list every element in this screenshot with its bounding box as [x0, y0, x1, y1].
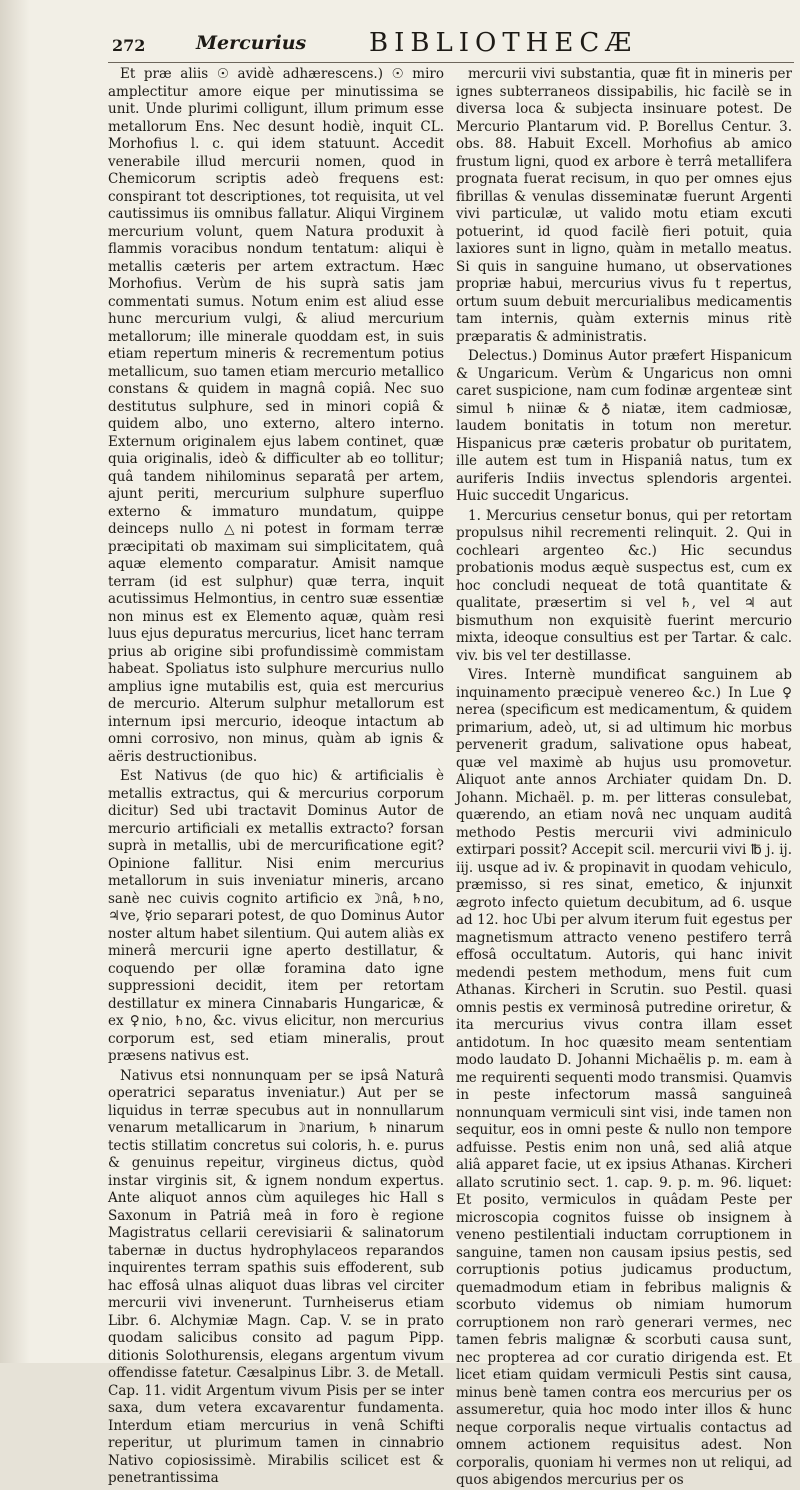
paragraph: mercurii vivi substantia, quæ fit in mineris per ignes subterraneos dissipabilis, hic facilè se in diversa loca & subjecta insinuare potest. De Mercurio Plantarum vid. P. Borellus Centur. 3. obs. 88. Habuit Excell. Morhofius ab amico frustum ligni, quod ex arbore è terrâ metallifera prognata fuerat recisum, in quo per omnes ejus fibrillas & venulas disseminatæ fuerunt Argenti vivi particulæ, ut valido motu etiam excuti potuerint, id quod facilè fieri potuit, quia laxiores sunt in ligno, quàm in metallo meatus. Si quis in sanguine humano, ut observationes propriæ habui, mercurius vivus fu t repertus, ortum suum debuit mercurialibus medicamentis tam internis, quàm externis minus ritè præparatis & administratis. — [456, 66, 792, 345]
header-rule — [108, 62, 794, 63]
paragraph: Et præ aliis ☉ avidè adhærescens.) ☉ miro amplectitur amore eique per minutissima se unit. Unde plurimi colligunt, illum primum esse metallorum Ens. Nec desunt hodiè, inquit CL. Morhofius l. c. qui idem statuunt. Accedit venerabile illud mercurii nomen, quod in Chemicorum scriptis adeò frequens est: conspirant tot descriptiones, tot requisita, ut vel cautissimus iis omnibus fallatur. Aliqui Virginem mercurium volunt, quem Natura produxit à flammis voracibus nondum tentatum: aliqui è metallis cæteris per artem extractum. Hæc Morhofius. Verùm de his suprà satis jam commentati sumus. Notum enim est aliud esse hunc mercurium vulgi, & aliud mercurium metallorum; ille minerale quoddam est, in suis etiam repertum mineris & recrementum potius metallicum, suo tamen etiam mercurio metallico constans & quidem in magnâ copiâ. Nec suo destitutus sulphure, sed in minori copiâ & quidem albo, uno externo, altero interno. Externum originalem ejus labem continet, quæ quia originalis, ideò & difficulter ab eo tollitur; quâ tandem nihilominus separatâ per artem, ajunt periti, mercurium sulphure superfluo externo & immaturo mundatum, quippe deinceps nullo △ni potest in formam terræ præcipitati ob maximam sui simplicitatem, quâ aquæ elemento comparatur. Amisit namque terram (id est sulphur) quæ terra, inquit acutissimus Helmontius, in centro suæ essentiæ non minus est ex Elemento aquæ, quàm resi luus ejus depuratus mercurius, licet hanc terram prius ab origine sibi profundissimè commistam habeat. Spoliatus isto sulphure mercurius nullo amplius igne mutabilis est, quia est mercurius de mercurio. Alterum sulphur metallorum est internum ipsi mercurio, ideoque intactum ab omni corrosivo, non minus, quàm ab ignis & aëris destructionibus. — [108, 66, 444, 765]
paragraph: Delectus.) Dominus Autor præfert Hispanicum & Ungaricum. Verùm & Ungaricus non omni caret suspicione, nam cum fodinæ argenteæ sint simul ♄ niinæ & ♁ niatæ, item cadmiosæ, laudem bonitatis in totum non meretur. Hispanicus præ cæteris probatur ob puritatem, ille autem est tum in Hispaniâ natus, tum ex auriferis Indiis invectus splendoris argentei. Huic succedit Ungaricus. — [456, 348, 792, 504]
page-number: 272 — [112, 36, 146, 55]
left-column — [108, 66, 444, 1486]
paragraph: 1. Mercurius censetur bonus, qui per retortam propulsus nihil recrementi relinquit. 2. Qui in cochleari argenteo &c.) Hic secundus probationis modus æquè suspectus est, cum ex hoc concludi nequeat de totâ quantitate & qualitate, præsertim si vel ♄, vel ♃ aut bismuthum non exquisitè fuerint mercurio mixta, ideoque consultius est per Tartar. & calc. viv. bis vel ter destillasse. — [456, 507, 792, 664]
paragraph: Est Nativus (de quo hic) & artificialis è metallis extractus, qui & mercurius corporum dicitur) Sed ubi tractavit Dominus Autor de mercurio artificiali ex metallis extracto? forsan suprà in metallis, ubi de mercurificatione egit? Opinione fallitur. Nisi enim mercurius metallorum in suis inveniatur mineris, arcano sanè nec cuivis cognito artificio ex ☽nâ, ♄no, ♃ve, ☿rio separari potest, de quo Dominus Autor noster altum habet silentium. Qui autem aliàs ex minerâ mercurii igne aperto destillatur, & coquendo per ollæ foramina dato igne suppressioni decidit, item per retortam destillatur ex minera Cinnabaris Hungaricæ, & ex ♀nio, ♄no, &c. vivus elicitur, non mercurius corporum est, sed etiam mineralis, prout præsens nativus est. — [108, 768, 444, 1064]
book-title: BIBLIOTHECÆ — [369, 28, 638, 58]
running-head — [0, 0, 800, 62]
binding-shadow — [0, 0, 30, 1363]
right-column — [456, 66, 792, 1488]
paragraph: Vires. Internè mundificat sanguinem ab inquinamento præcipuè venereo &c.) In Lue ♀ nerea (specificum est medicamentum, & quidem primarium, adeò, ut, si ad ultimum hic morbus pervenerit gradum, salivatione opus habeat, quæ vel maximè ab hujus usu promovetur. Aliquot ante annos Archiater quidam Dn. D. Johann. Michaël. p. m. per litteras consulebat, quærendo, an etiam novâ nec unquam auditâ methodo Pestis mercurii vivi adminiculo extirpari possit? Accepit scil. mercurii vivi ℔ j. ij. iij. usque ad iv. & propinavit in quodam vehiculo, præmisso, si res sinat, emetico, & injunxit ægroto infecto quietum decubitum, ad 6. usque ad 12. hoc Ubi per alvum iterum fuit egestus per magnetismum attracto veneno pestifero terrâ effosâ occultatum. Autoris, qui hanc inivit medendi pestem methodum, mens fuit cum Athanas. Kircheri in Scrutin. suo Pestil. quasi omnis pestis ex verminosâ putredine oriretur, & ita mercurius vivus contra illam esset antidotum. In hoc quæsito meam sententiam modo laudato D. Johanni Michaëlis p. m. eam à me requirenti sequenti modo transmisi. Quamvis in peste infectorum massâ sanguineâ nonnunquam vermiculi sint visi, inde tamen non sequitur, eos in omni peste & nullo non tempore adfuisse. Pestis enim non unâ, sed aliâ atque aliâ apparet facie, ut ex ipsius Athanas. Kircheri allato scrutinio sect. 1. cap. 9. p. m. 96. liquet: Et posito, vermiculos in quâdam Peste per microscopia cognitos fuisse ob insignem à veneno pestilentiali inductam corruptionem in sanguine, tamen non causam ipsius pestis, sed corruptionis potius judicamus productum, quemadmodum etiam in febribus malignis & scorbuto videmus ob nimiam humorum corruptionem non rarò generari vermes, nec tamen febris malignæ & scorbuti causa sunt, nec propterea ad cor curatio dirigenda est. Et licet etiam quidam vermiculi Pestis sint causa, minus benè tamen contra eos mercurius per os assumeretur, quia hoc modo inter illos & hunc neque corporalis neque virtualis contactus ad omnem actionem requisitus adest. Non corporalis, quoniam hi vermes non ut reliqui, ad quos abigendos mercurius per os — [456, 667, 792, 1488]
section-title: Mercurius — [196, 32, 307, 54]
paragraph: Nativus etsi nonnunquam per se ipsâ Naturâ operatrici separatus inveniatur.) Aut per se liquidus in terræ specubus aut in nonnullarum venarum metallicarum in ☽narium, ♄ ninarum tectis stillatim concretus sui coloris, h. e. purus & genuinus repeitur, virgineus dictus, quòd instar virginis sit, & ignem nondum expertus. Ante aliquot annos cùm aquileges hic Hall s Saxonum in Patriâ meâ in foro è regione Magistratus cellarii cerevisiarii & salinatorum tabernæ in ductus hydrophylaceos reparandos inquirentes terram spathis suis effoderent, sub hac effosâ ulnas aliquot duas libras vel circiter mercurii vivi invenerunt. Turnheiserus etiam Libr. 6. Alchymiæ Magn. Cap. V. se in prato quodam salicibus consito ad pagum Pipp. ditionis Solothurensis, elegans argentum vivum offendisse fatetur. Cæsalpinus Libr. 3. de Metall. Cap. 11. vidit Argentum vivum Pisis per se inter saxa, dum vetera excavarentur fundamenta. Interdum etiam mercurius in venâ Schifti reperitur, ut plurimum tamen in cinnabrio Nativo copiosissimè. Mirabilis scilicet est & penetrantissima — [108, 1067, 444, 1486]
